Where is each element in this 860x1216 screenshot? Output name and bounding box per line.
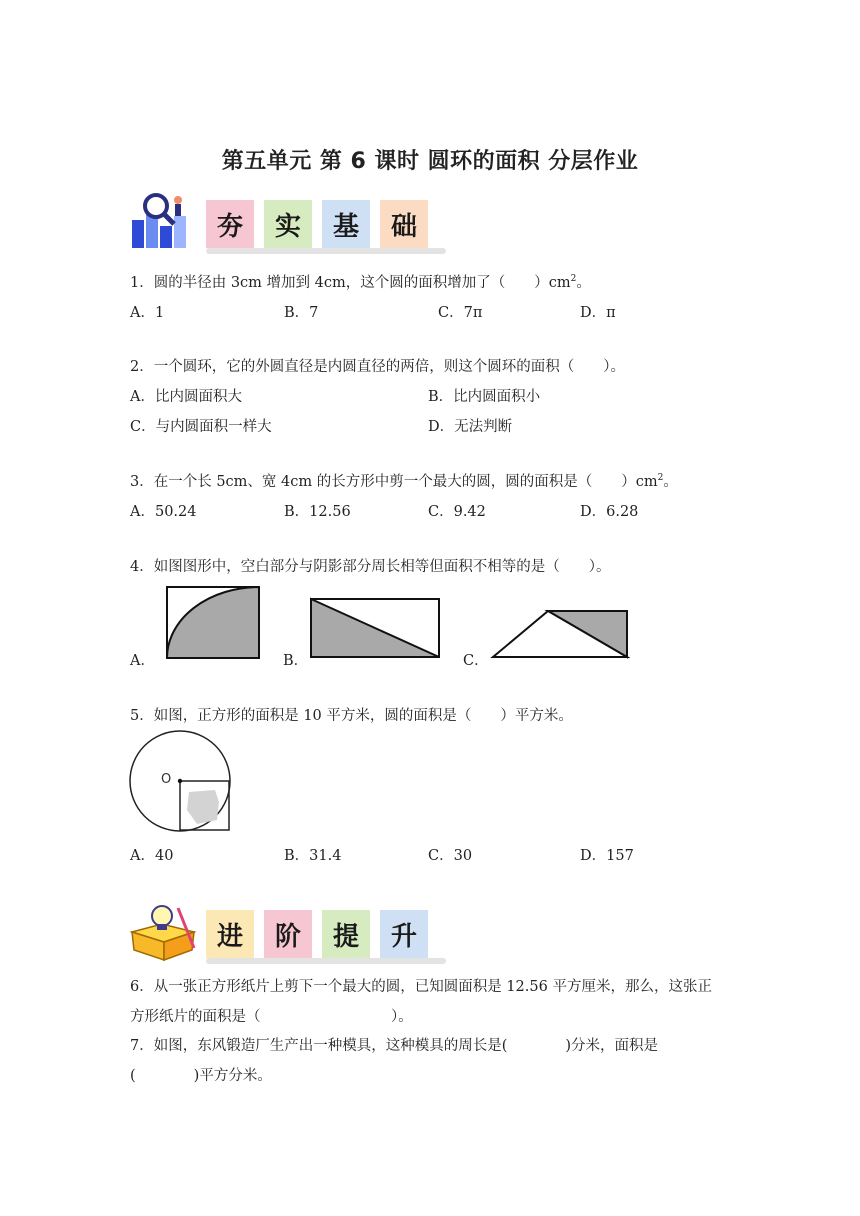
q2-option-a: A．比内圆面积大 bbox=[130, 389, 242, 405]
section-header-advanced bbox=[128, 900, 448, 966]
question-1: 1．圆的半径由 3cm 增加到 4cm，这个圆的面积增加了（ ）$cm^2$。 bbox=[130, 274, 591, 291]
q4-figure-b bbox=[309, 597, 441, 659]
q4-option-c-label: C． bbox=[463, 653, 489, 669]
question-4: 4．如图图形中，空白部分与阴影部分周长相等但面积不相等的是（ ）。 bbox=[130, 559, 611, 575]
section-tile-5: 进 bbox=[206, 910, 254, 958]
question-6-line-1: 6．从一张正方形纸片上剪下一个最大的圆，已知圆面积是 12.56 平方厘米，那么，这张正 bbox=[130, 979, 712, 995]
section-tile-8: 升 bbox=[380, 910, 428, 958]
q1-option-a: A．1 bbox=[130, 305, 165, 321]
q1-option-d: D．π bbox=[580, 305, 616, 321]
question-5: 5．如图，正方形的面积是 10 平方米，圆的面积是（ ）平方米。 bbox=[130, 708, 573, 724]
q3-option-c: C．9.42 bbox=[428, 504, 486, 520]
lightbulb-box-icon bbox=[128, 902, 198, 962]
q5-option-c: C．30 bbox=[428, 848, 473, 864]
section-tile-2: 实 bbox=[264, 200, 312, 248]
section-tile-6: 阶 bbox=[264, 910, 312, 958]
page-title: 第五单元 第 6 课时 圆环的面积 分层作业 bbox=[221, 149, 639, 174]
q5-option-b: B．31.4 bbox=[284, 848, 342, 864]
q1-option-c: C．7π bbox=[438, 305, 483, 321]
q4-option-a-label: A． bbox=[130, 653, 155, 669]
section-tile-7: 提 bbox=[322, 910, 370, 958]
header-underline bbox=[206, 248, 446, 254]
q4-figure-a bbox=[165, 585, 261, 660]
q3-option-d: D．6.28 bbox=[580, 504, 639, 520]
header-underline-2 bbox=[206, 958, 446, 964]
section-tile-1: 夯 bbox=[206, 200, 254, 248]
q3-option-b: B．12.56 bbox=[284, 504, 351, 520]
q5-figure-circle-square bbox=[127, 730, 233, 836]
question-3: 3．在一个长 5cm、宽 4cm 的长方形中剪一个最大的圆，圆的面积是（ ）$cm^2$。 bbox=[130, 473, 678, 490]
section-tile-3: 基 bbox=[322, 200, 370, 248]
q5-option-a: A．40 bbox=[130, 848, 174, 864]
section-tile-4: 础 bbox=[380, 200, 428, 248]
circle-center-label: O bbox=[161, 772, 172, 787]
question-7-line-1: 7．如图，东风锻造厂生产出一种模具，这种模具的周长是( )分米，面积是 bbox=[130, 1038, 659, 1054]
q1-option-b: B．7 bbox=[284, 305, 319, 321]
question-2: 2．一个圆环，它的外圆直径是内圆直径的两倍，则这个圆环的面积（ ）。 bbox=[130, 359, 625, 375]
q2-option-b: B．比内圆面积小 bbox=[428, 389, 541, 405]
section-header-basic bbox=[128, 190, 448, 256]
question-7-line-2: ( )平方分米。 bbox=[130, 1068, 272, 1084]
q3-option-a: A．50.24 bbox=[130, 504, 197, 520]
question-6-line-2: 方形纸片的面积是（ ）。 bbox=[130, 1009, 413, 1025]
magnifier-chart-icon bbox=[128, 190, 194, 252]
q5-option-d: D．157 bbox=[580, 848, 634, 864]
q2-option-c: C．与内圆面积一样大 bbox=[130, 419, 272, 435]
q2-option-d: D．无法判断 bbox=[428, 419, 513, 435]
q4-figure-c bbox=[490, 609, 630, 659]
q4-option-b-label: B． bbox=[283, 653, 309, 669]
